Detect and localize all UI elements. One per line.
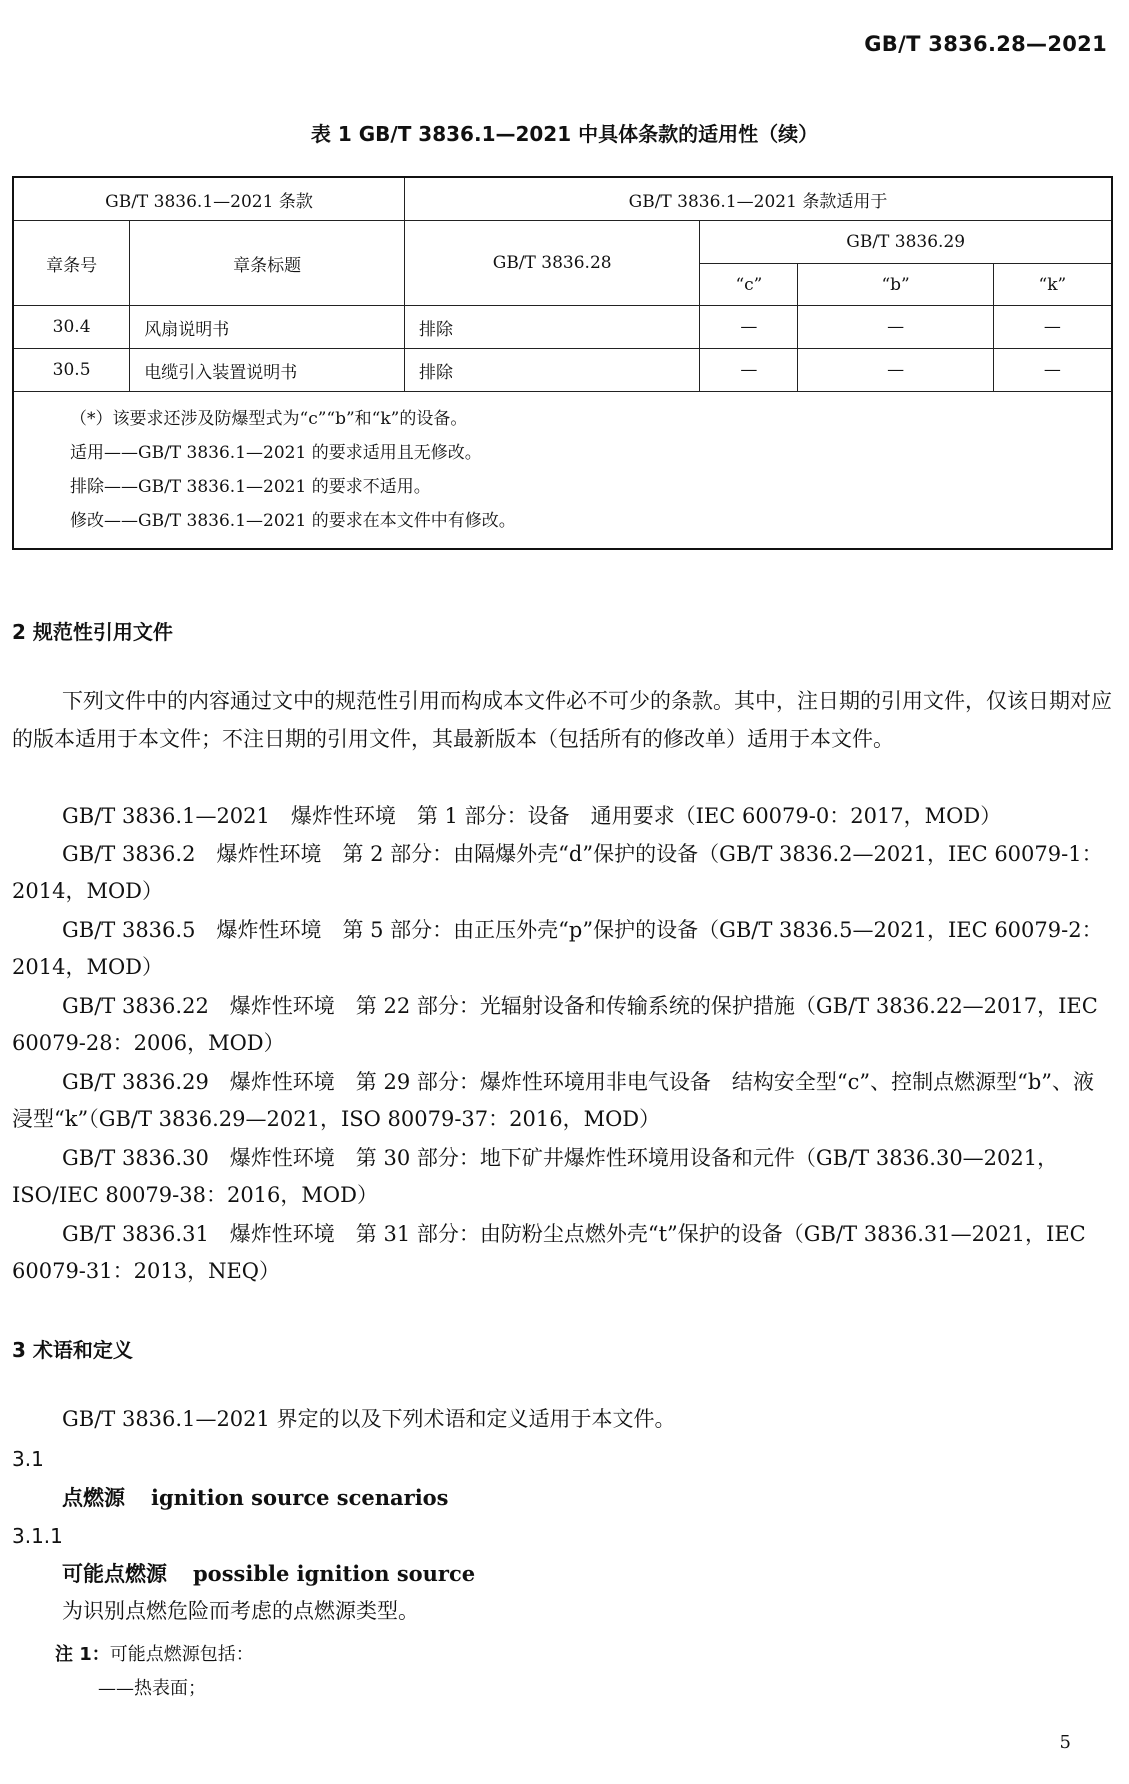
type-c-applicability: — (700, 306, 798, 349)
table-caption: 表 1 GB/T 3836.1—2021 中具体条款的适用性（续） (310, 122, 819, 146)
term-3-1 (62, 1482, 449, 1512)
table-note: （*）该要求还涉及防爆型式为“c”“b”和“k”的设备。 (70, 409, 468, 429)
header-type-k: “k” (993, 264, 1112, 306)
note-1 (55, 1640, 254, 1666)
table-note: 适用——GB/T 3836.1—2021 的要求适用且无修改。 (70, 443, 482, 463)
clause-3-1-1-number: 3.1.1 (12, 1524, 63, 1548)
clause-3-1-number: 3.1 (12, 1447, 44, 1471)
standard-code-header: GB/T 3836.28—2021 (864, 32, 1107, 56)
definition-3-1-1: 为识别点燃危险而考虑的点燃源类型。 (62, 1599, 419, 1623)
note-text: 可能点燃源包括： (109, 1644, 254, 1665)
normative-reference: GB/T 3836.29 爆炸性环境 第 29 部分：爆炸性环境用非电气设备 结构安全型“c”、控制点燃源型“b”、液浸型“k”（GB/T 3836.29—2021，ISO 80079-37：2016，MOD） (12, 1070, 1095, 1131)
page-number: 5 (1059, 1732, 1071, 1753)
applicability-table (12, 176, 1113, 550)
normative-reference: GB/T 3836.30 爆炸性环境 第 30 部分：地下矿井爆炸性环境用设备和元件（GB/T 3836.30—2021，ISO/IEC 80079-38：2016，MOD） (12, 1146, 1059, 1207)
section-2-intro: 下列文件中的内容通过文中的规范性引用而构成本文件必不可少的条款。其中，注日期的引用文件，仅该日期对应的版本适用于本文件；不注日期的引用文件，其最新版本（包括所有的修改单）适用于本文件。 (12, 689, 1112, 751)
section-2-heading: 2 规范性引用文件 (12, 620, 173, 644)
part-28-applicability: 排除 (404, 349, 699, 392)
type-b-applicability: — (798, 349, 993, 392)
clause-number: 30.4 (13, 306, 130, 349)
normative-reference: GB/T 3836.31 爆炸性环境 第 31 部分：由防粉尘点燃外壳“t”保护的设备（GB/T 3836.31—2021，IEC 60079-31：2013，NEQ） (12, 1222, 1086, 1283)
type-k-applicability: — (993, 349, 1112, 392)
table-note: 修改——GB/T 3836.1—2021 的要求在本文件中有修改。 (70, 511, 516, 531)
part-28-applicability: 排除 (404, 306, 699, 349)
header-type-c: “c” (700, 264, 798, 306)
clause-title: 电缆引入装置说明书 (130, 349, 405, 392)
header-type-b: “b” (798, 264, 993, 306)
clause-number: 30.5 (13, 349, 130, 392)
section-3-intro: GB/T 3836.1—2021 界定的以及下列术语和定义适用于本文件。 (62, 1407, 676, 1431)
header-applies-to: GB/T 3836.1—2021 条款适用于 (404, 177, 1112, 221)
term-english: possible ignition source (193, 1561, 476, 1586)
header-part-29: GB/T 3836.29 (700, 221, 1112, 264)
table-row (13, 306, 1112, 349)
normative-reference: GB/T 3836.1—2021 爆炸性环境 第 1 部分：设备 通用要求（IEC 60079-0：2017，MOD） (62, 804, 1002, 828)
normative-reference: GB/T 3836.22 爆炸性环境 第 22 部分：光辐射设备和传输系统的保护措施（GB/T 3836.22—2017，IEC 60079-28：2006，MOD） (12, 994, 1098, 1055)
header-clause-title: 章条标题 (130, 221, 405, 306)
section-3-heading: 3 术语和定义 (12, 1338, 133, 1362)
clause-title: 风扇说明书 (130, 306, 405, 349)
term-chinese: 点燃源 (62, 1486, 125, 1510)
header-clause: GB/T 3836.1—2021 条款 (13, 177, 404, 221)
normative-reference: GB/T 3836.5 爆炸性环境 第 5 部分：由正压外壳“p”保护的设备（GB/T 3836.5—2021，IEC 60079-2：2014，MOD） (12, 918, 1103, 979)
header-clause-number: 章条号 (13, 221, 130, 306)
term-english: ignition source scenarios (151, 1485, 449, 1510)
type-k-applicability: — (993, 306, 1112, 349)
note-label: 注 1： (55, 1644, 110, 1665)
term-3-1-1 (62, 1558, 475, 1588)
header-part-28: GB/T 3836.28 (404, 221, 699, 306)
type-b-applicability: — (798, 306, 993, 349)
table-notes (13, 392, 1112, 550)
term-chinese: 可能点燃源 (62, 1562, 167, 1586)
type-c-applicability: — (700, 349, 798, 392)
table-note: 排除——GB/T 3836.1—2021 的要求不适用。 (70, 477, 431, 497)
table-row (13, 349, 1112, 392)
normative-reference: GB/T 3836.2 爆炸性环境 第 2 部分：由隔爆外壳“d”保护的设备（GB/T 3836.2—2021，IEC 60079-1：2014，MOD） (12, 842, 1103, 903)
note-list-item: ——热表面； (98, 1678, 206, 1699)
